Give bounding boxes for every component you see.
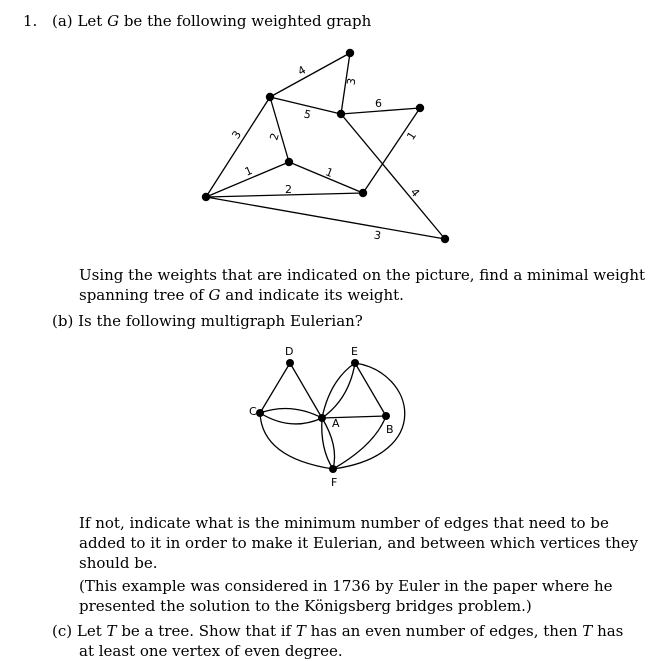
part-c-heading: (c) Let T be a tree. Show that if T has an even number of edges, then T has: [52, 622, 624, 640]
part-b-followup: If not, indicate what is the minimum number of edges that need to be added to it in order to make it Eulerian, and between which vertices they should be.: [79, 514, 639, 572]
vertex-b: [382, 412, 390, 420]
vertex-a: [318, 414, 326, 422]
part-b-heading: (b) Is the following multigraph Eulerian?: [52, 312, 363, 330]
vertex-label-b: B: [386, 423, 394, 436]
part-c-line2: at least one vertex of even degree.: [79, 642, 343, 660]
edge: [322, 363, 355, 418]
vertex-label-e: E: [351, 345, 358, 358]
vertex-c: [256, 409, 264, 417]
weight-label: 1: [242, 163, 255, 179]
problem-number: 1.: [23, 12, 38, 30]
vertex-e: [351, 359, 359, 367]
edge: [322, 363, 355, 418]
weight-label: 3: [372, 228, 382, 243]
edge: [355, 363, 386, 416]
edge: [260, 409, 322, 418]
vertex-label-c: C: [249, 405, 257, 418]
edge: [260, 413, 322, 424]
vertex-d: [286, 359, 294, 367]
vertex-label-a: A: [332, 417, 340, 430]
weight-label: 2: [285, 183, 292, 196]
weight-label: 5: [302, 107, 313, 122]
edge: [333, 416, 386, 469]
vertex-label-d: D: [285, 345, 294, 358]
part-a-heading: (a) Let G be the following weighted graph: [52, 12, 372, 30]
weight-label: 3: [229, 128, 245, 142]
weight-label: 4: [295, 63, 309, 79]
part-a-label: (a): [52, 12, 73, 30]
weight-label: 1: [404, 129, 420, 143]
weight-label: 6: [375, 97, 382, 110]
part-b-note: (This example was considered in 1736 by Euler in the paper where he presented the solution to the Königsberg bridges problem.): [79, 577, 613, 615]
weight-label: 4: [407, 185, 423, 200]
weight-label: 1: [323, 165, 335, 180]
edge: [260, 363, 290, 413]
vertex-f: [329, 465, 337, 473]
weight-label: 2: [267, 131, 282, 142]
part-c-label: (c): [52, 622, 73, 640]
part-a-body: Using the weights that are indicated on the picture, find a minimal weight spanning tree of G and indicate its weight.: [79, 266, 646, 304]
vertex-label-f: F: [331, 476, 338, 489]
weight-label: 3: [344, 77, 359, 86]
part-b-label: (b): [52, 312, 74, 330]
